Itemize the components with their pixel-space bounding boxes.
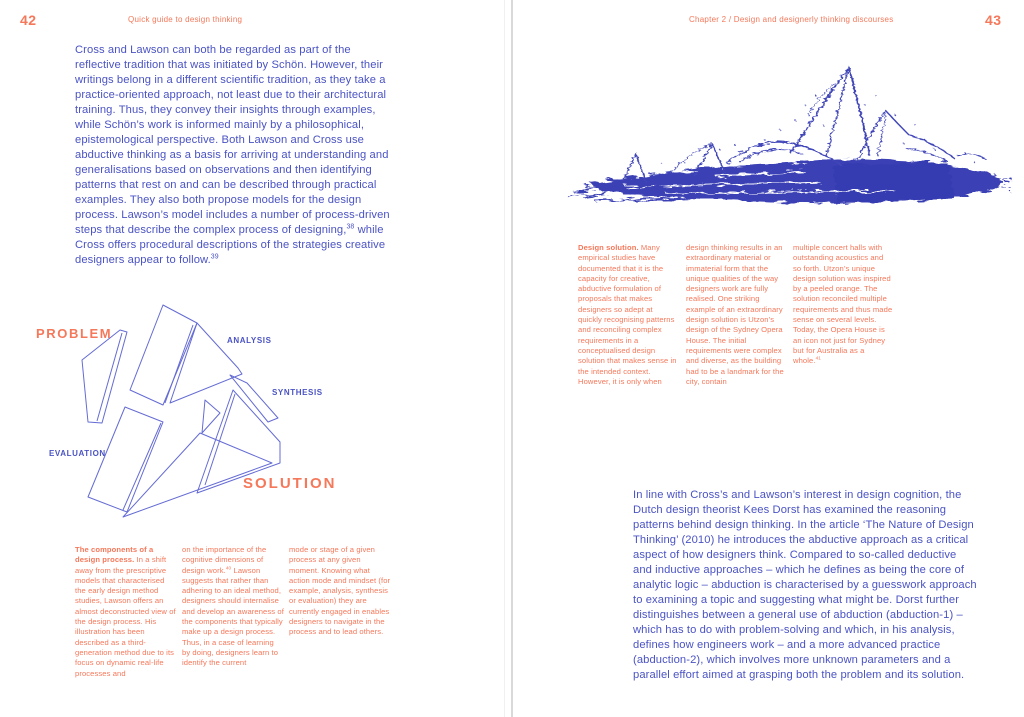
diagram-label-problem: PROBLEM <box>36 326 113 341</box>
footnote-ref-41: 41 <box>815 355 821 361</box>
footnote-ref-40: 40 <box>225 565 232 571</box>
footnote-ref-38: 38 <box>346 223 355 231</box>
left-caption-col2 <box>182 545 284 669</box>
caption-text: on the importance of the cognitive dimensions of design work. <box>182 545 267 575</box>
diagram-label-evaluation: EVALUATION <box>49 449 106 458</box>
gutter-line <box>511 0 513 717</box>
opera-house-illustration <box>565 55 1015 225</box>
left-running-head: Quick guide to design thinking <box>128 15 243 24</box>
right-caption-col3 <box>793 243 893 367</box>
right-running-head: Chapter 2 / Design and designerly thinking discourses <box>689 15 894 24</box>
caption-text: Lawson suggests that rather than adhering to an ideal method, designers should internalise and develop an awareness of the components that typically make up a design process. Thus, in a case of learning by doing, designers learn to identify the current <box>182 565 284 668</box>
right-caption-col2: design thinking results in an extraordinary material or immaterial form that the unique qualities of the way designers work are fully realised. One striking example of an extraordinary design solution is Utzon’s design of the Sydney Opera House. The initial requirements were complex and diverse, as the building had to be a landmark for the city, contain <box>686 243 784 386</box>
diagram-label-synthesis: SYNTHESIS <box>272 388 323 397</box>
diagram-label-analysis: ANALYSIS <box>227 336 272 345</box>
left-caption-col1 <box>75 545 177 679</box>
left-caption-col3: mode or stage of a given process at any given moment. Knowing what action mode and mindset (for example, analysis, synthesis or evaluation) they are currently engaged in enables designers to navigate in the process and to lead others. <box>289 545 391 637</box>
left-body-paragraph <box>75 43 397 268</box>
right-caption-col1 <box>578 243 678 387</box>
caption-text: multiple concert halls with outstanding acoustics and so forth. Utzon’s unique design solution was inspired by a peeled orange. The solution reconciled multiple requirements and thus made sense on several levels. Today, the Opera House is an icon not just for Sydney but for Australia as a whole. <box>793 243 893 366</box>
diagram-label-solution: SOLUTION <box>243 475 337 492</box>
body-text-part: while Cross offers procedural descriptions of the strategies creative designers appear to follow. <box>75 224 386 266</box>
right-body-paragraph: In line with Cross’s and Lawson’s interest in design cognition, the Dutch design theorist Kees Dorst has examined the reasoning patterns behind design thinking. In the article ‘The Nature of Design Thinking’ (2010) he introduces the abductive approach as a critical aspect of how designers think. Compared to so-called deductive and inductive approaches – which he defines as being the core of analytic logic – abduction is characterised by a guesswork approach to examining a topic and suggesting what might be. Dorst further distinguishes between a general use of abduction (abduction-1) – which has to do with problem-solving and which, in his analysis, defines how engineers work – and a more advanced practice (abduction-2), which involves more unknown parameters and a parallel effort aimed at grasping both the problem and its solution. <box>633 489 977 681</box>
caption-text: In a shift away from the prescriptive models that characterised the early design method studies, Lawson offers an almost deconstructed view of the design process. His illustration has been described as a third-generation method due to its focus on dynamic real-life processes and <box>75 555 176 678</box>
body-text-part: Cross and Lawson can both be regarded as part of the reflective tradition that was initiated by Schön. However, their writings belong in a different scientific tradition, as they take a practice-oriented approach, not least due to their architectural training. Thus, they convey their insights through examples, while Schön’s work is informed mainly by a philosophical, epistemological perspective. Both Lawson and Cross use abductive thinking as a basis for arriving at understanding and generalisations based on observations and then identifying patterns that rest on and can be described through practical examples. They also both propose models for the design process. Lawson’s model includes a number of process-driven steps that describe the complex process of designing, <box>75 44 390 236</box>
caption-text: Many empirical studies have documented that it is the capacity for creative, abductive formulation of proposals that makes designers so adept at quickly recognising patterns and reconciling complex requirements in a conceptualised design solution that makes sense in the intended context. However, it is only when <box>578 243 677 386</box>
page-edge-line <box>504 0 505 717</box>
footnote-ref-39: 39 <box>210 253 219 261</box>
left-page-number: 42 <box>20 12 37 28</box>
caption-lead: Design solution. <box>578 243 639 252</box>
caption-lead: The components of a design process. <box>75 545 154 565</box>
right-page-number: 43 <box>985 12 1002 28</box>
